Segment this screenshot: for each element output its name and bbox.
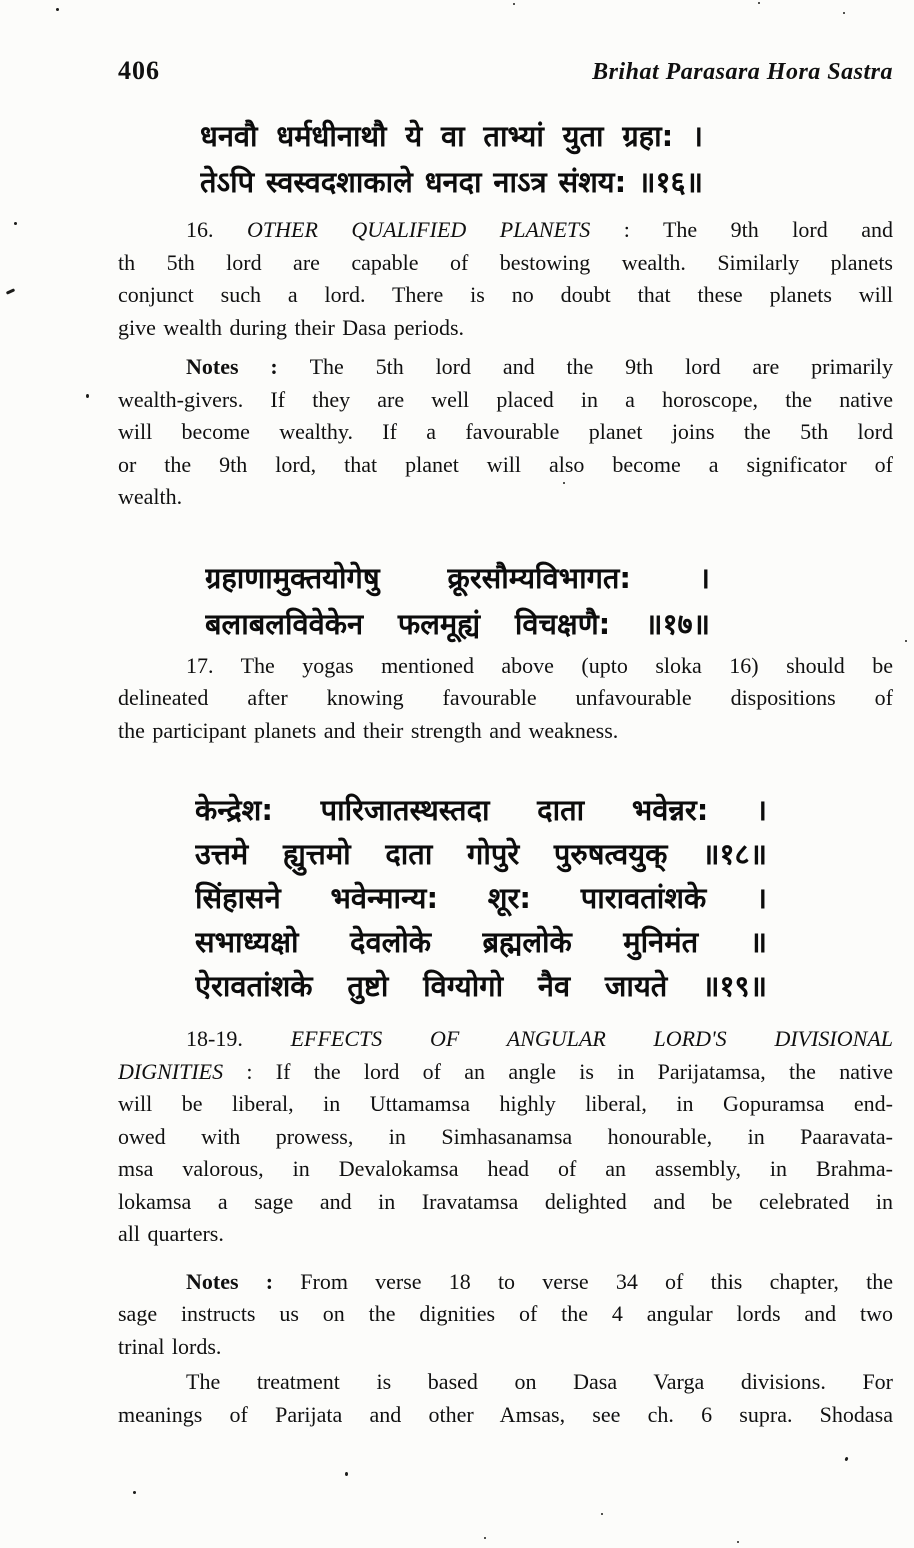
paragraph-line: the participant planets and their strength and weakness. xyxy=(118,717,619,743)
paragraph-line xyxy=(118,1056,893,1089)
paragraph-line: meanings of Parijata and other Amsas, see ch. 6 supra. Shodasa xyxy=(118,1401,893,1427)
verse-line: सिंहासने भवेन्मान्य: शूर: पारावतांशके । xyxy=(195,881,767,915)
paragraph-line: th 5th lord are capable of bestowing wealth. Similarly planets xyxy=(118,249,893,275)
verse-line: धनवौ धर्मधीनाथौ ये वा ताभ्यां युता ग्रहा: । xyxy=(200,119,703,153)
paragraph-line xyxy=(118,1023,893,1056)
paragraph-line: or the 9th lord, that planet will also become a significator of xyxy=(118,451,893,477)
scan-speckle xyxy=(737,1541,739,1543)
section-heading: EFFECTS OF ANGULAR LORD'S DIVISIONAL xyxy=(290,1026,893,1051)
paragraph-16-translation xyxy=(118,214,893,344)
text-run: : The 9th lord and xyxy=(590,217,893,242)
paragraph-line xyxy=(118,351,893,384)
paragraph-treatment xyxy=(118,1366,893,1431)
paragraph-line: wealth. xyxy=(118,484,183,509)
text-run: From verse 18 to verse 34 of this chapter, the xyxy=(300,1268,893,1294)
verse-line: बलाबलविवेकेन फलमूह्यं विचक्षणै: ॥१७॥ xyxy=(205,606,710,641)
paragraph-line: sage instructs us on the dignities of the 4 angular lords and two xyxy=(118,1301,893,1326)
text-run: : If the lord of an angle is in Parijatamsa, the native xyxy=(223,1058,893,1084)
paragraph-line: 17. The yogas mentioned above (upto sloka 16) should be xyxy=(186,652,893,678)
paragraph-line: will become wealthy. If a favourable planet joins the 5th lord xyxy=(118,419,893,444)
paragraph-line: trinal lords. xyxy=(118,1333,222,1359)
scan-speckle xyxy=(513,3,515,5)
paragraph-line: lokamsa a sage and in Iravatamsa delighted and be celebrated in xyxy=(118,1188,893,1214)
paragraph-line: The treatment is based on Dasa Varga divisions. For xyxy=(186,1369,893,1394)
scan-speckle xyxy=(484,1537,486,1539)
text-run: The 5th lord and the 9th lord are primarily xyxy=(309,354,893,379)
paragraph-line: wealth-givers. If they are well placed in a horoscope, the native xyxy=(118,386,893,412)
verse-ref: 16. xyxy=(186,217,248,242)
scan-speckle xyxy=(844,1457,848,1462)
paragraph-line: delineated after knowing favourable unfavourable dispositions of xyxy=(118,685,893,710)
scan-speckle xyxy=(601,1513,603,1515)
scan-speckle xyxy=(86,394,89,398)
paragraph-line: owed with prowess, in Simhasanamsa honourable, in Paaravata- xyxy=(118,1123,893,1149)
paragraph-18-19-translation xyxy=(118,1023,893,1251)
paragraph-line xyxy=(118,214,893,247)
notes-label: Notes : xyxy=(186,1268,301,1294)
verse-line: उत्तमे ह्युत्तमो दाता गोपुरे पुरुषत्वयुक् ॥१८॥ xyxy=(195,837,767,871)
paragraph-line xyxy=(118,1266,893,1299)
paragraph-line: msa valorous, in Devalokamsa head of an assembly, in Brahma- xyxy=(118,1156,893,1181)
paragraph-line: give wealth during their Dasa periods. xyxy=(118,314,465,340)
page-header xyxy=(118,0,893,86)
scan-speckle xyxy=(345,1472,348,1476)
paragraph-line: will be liberal, in Uttamamsa highly liberal, in Gopuramsa end- xyxy=(118,1091,893,1116)
scan-speckle xyxy=(14,222,17,225)
scan-speckle xyxy=(6,288,15,295)
section-heading: DIGNITIES xyxy=(118,1058,224,1084)
verse-ref: 18-19. xyxy=(186,1026,291,1051)
page-number: 406 xyxy=(118,56,160,85)
verse-line: ऐरावतांशके तुष्टो विग्योगो नैव जायते ॥१९॥ xyxy=(195,969,767,1003)
verse-line: ग्रहाणामुक्तयोगेषु क्रूरसौम्यविभागत: । xyxy=(205,560,710,595)
verse-line: सभाध्यक्षो देवलोके ब्रह्मलोके मुनिमंत ॥ xyxy=(195,925,767,959)
paragraph-line: conjunct such a lord. There is no doubt that these planets will xyxy=(118,282,893,307)
scan-speckle xyxy=(843,12,845,14)
scan-speckle xyxy=(56,8,59,11)
notes-paragraph-18-34 xyxy=(118,1266,893,1364)
sanskrit-verse-18-19 xyxy=(195,788,767,1008)
sanskrit-verse-16 xyxy=(200,113,703,205)
sanskrit-verse-17 xyxy=(205,555,710,647)
scan-speckle xyxy=(133,1491,136,1494)
paragraph-line: all quarters. xyxy=(118,1221,224,1246)
scan-speckle xyxy=(905,640,907,642)
notes-label: Notes : xyxy=(186,354,310,379)
paragraph-17-translation xyxy=(118,650,893,748)
scan-speckle xyxy=(758,2,760,4)
verse-line: तेऽपि स्वस्वदशाकाले धनदा नाऽत्र संशय: ॥१६॥ xyxy=(200,165,703,199)
scan-speckle xyxy=(563,482,565,484)
running-title: Brihat Parasara Hora Sastra xyxy=(592,59,893,85)
verse-line: केन्द्रेश: पारिजातस्थस्तदा दाता भवेन्नर: । xyxy=(195,793,767,827)
section-heading: OTHER QUALIFIED PLANETS xyxy=(247,217,591,242)
notes-paragraph-16 xyxy=(118,351,893,514)
